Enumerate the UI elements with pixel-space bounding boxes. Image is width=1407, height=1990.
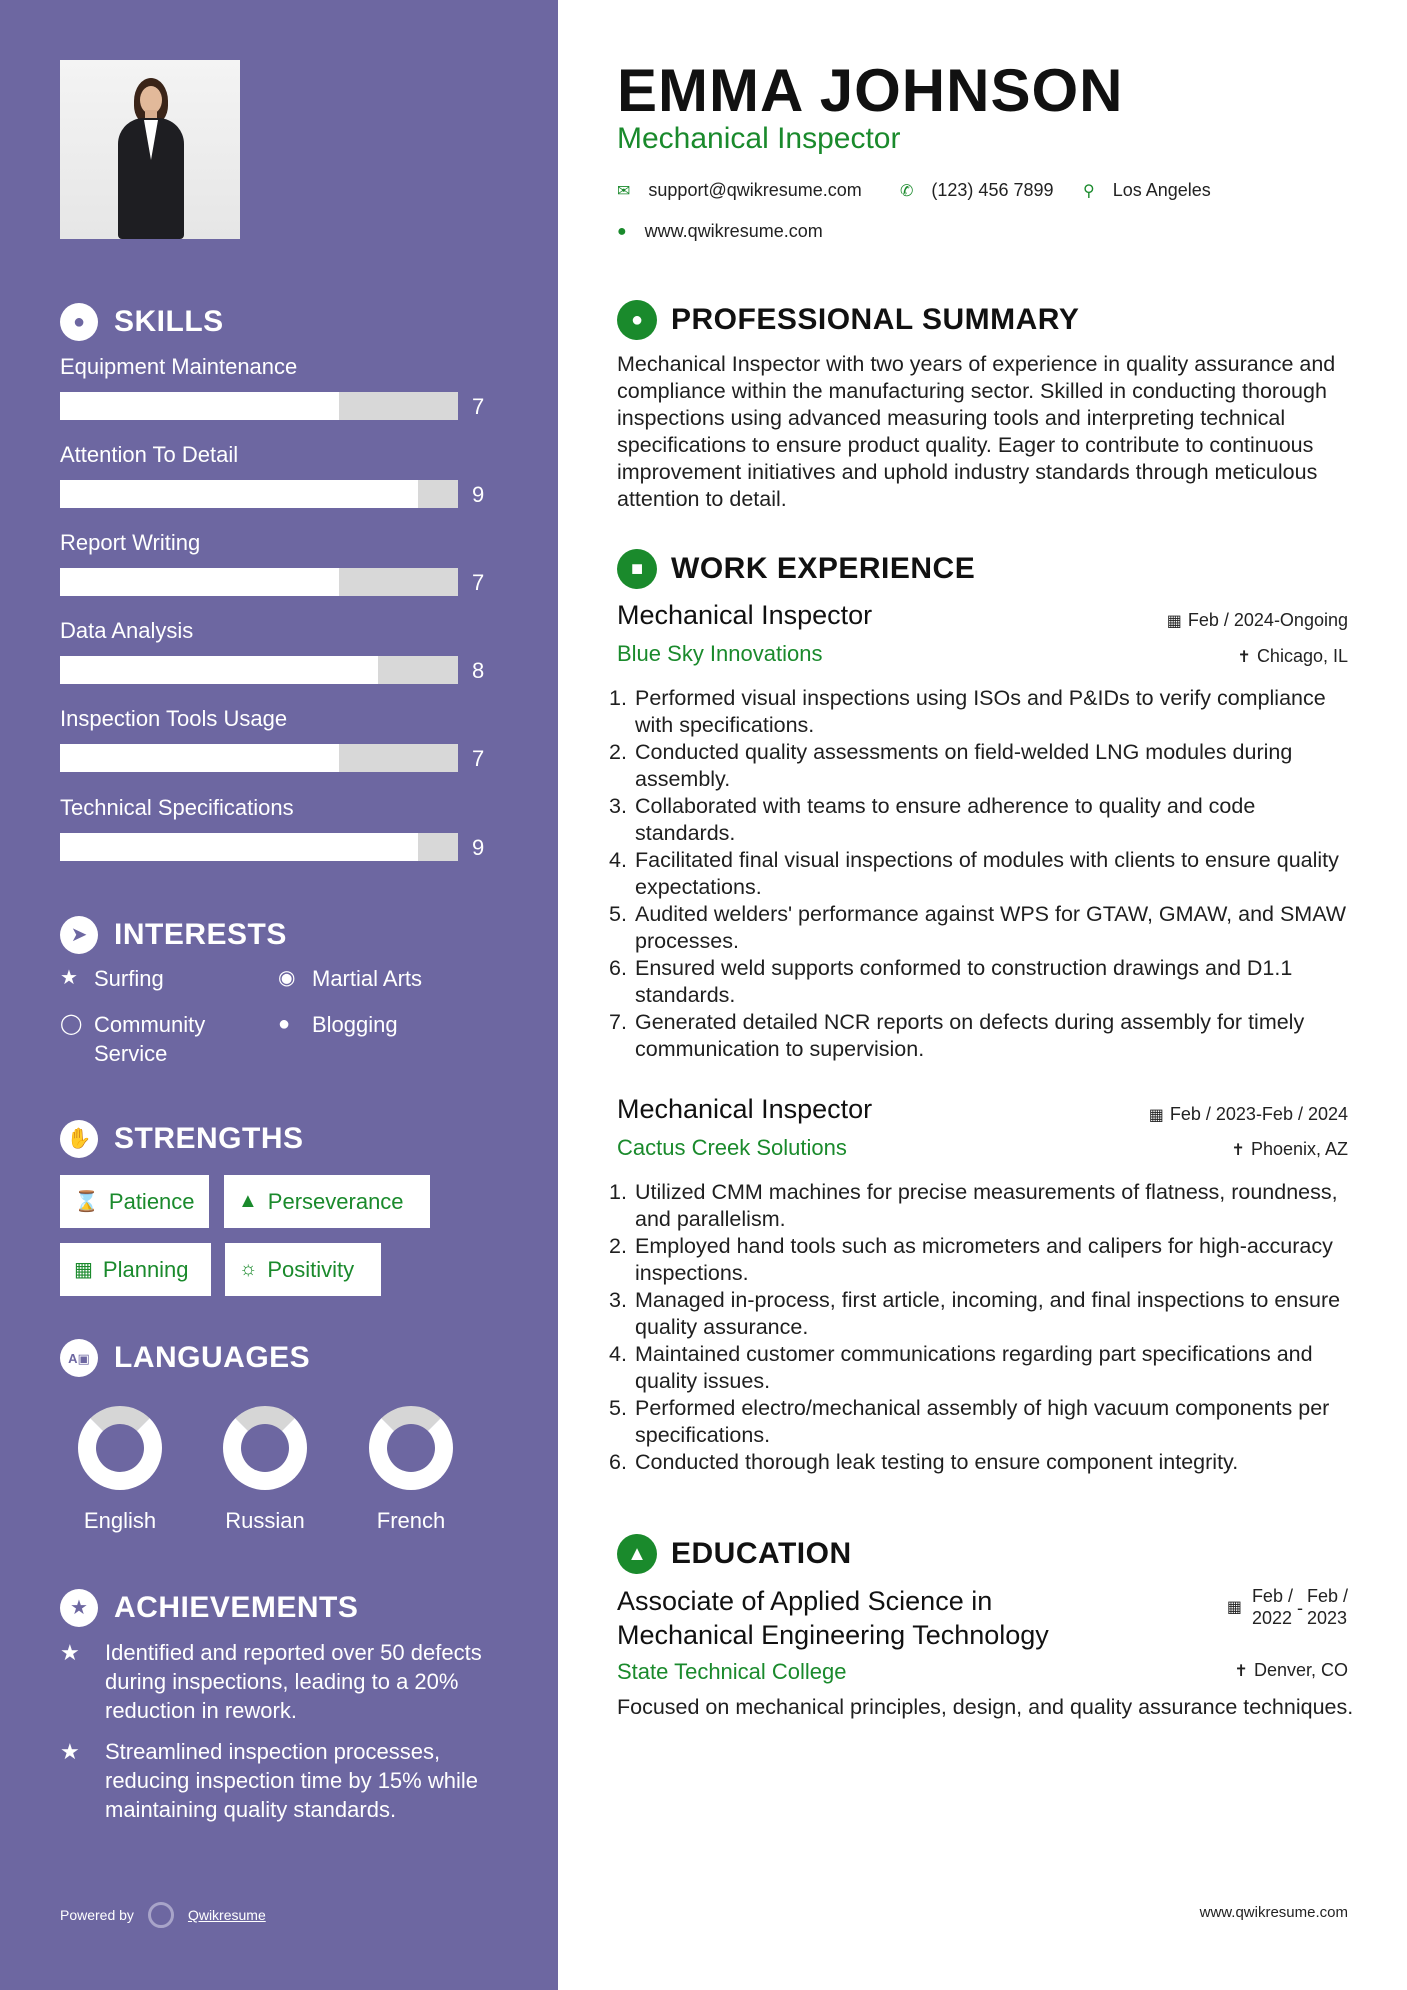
skill-bar xyxy=(60,568,458,596)
strength-badge: ☼ Positivity xyxy=(225,1243,381,1296)
globe-icon: ● xyxy=(617,222,627,240)
map-pin-icon: ⚲ xyxy=(1083,182,1095,200)
envelope-icon: ✉ xyxy=(617,182,631,200)
candidate-title: Mechanical Inspector xyxy=(617,122,901,155)
email-link[interactable]: support@qwikresume.com xyxy=(648,180,862,200)
skill-label: Inspection Tools Usage xyxy=(60,706,288,731)
language-name: English xyxy=(83,1508,157,1533)
skills-heading xyxy=(60,303,224,341)
skill-score: 7 xyxy=(472,394,485,419)
award-star-icon: ★ xyxy=(60,1589,98,1627)
language-level-ring xyxy=(369,1406,453,1490)
job-location: ✝ Chicago, IL xyxy=(1237,646,1348,666)
skill-label: Attention To Detail xyxy=(60,442,239,467)
duty-item: Ensured weld supports conformed to construction drawings and D1.1 standards. xyxy=(635,956,1293,1007)
hourglass-icon: ⌛ xyxy=(74,1191,99,1213)
users-icon: ● xyxy=(278,1013,291,1035)
skill-label: Technical Specifications xyxy=(60,795,294,820)
qwikresume-logo-icon xyxy=(148,1902,174,1928)
duty-item: Generated detailed NCR reports on defects during assembly for timely communication to supervision. xyxy=(635,1010,1305,1061)
pin-icon: ✝ xyxy=(1237,648,1251,666)
skill-score: 7 xyxy=(472,746,485,771)
interests-title: INTERESTS xyxy=(114,918,287,951)
skill-score: 7 xyxy=(472,570,485,595)
summary-heading: ● PROFESSIONAL SUMMARY xyxy=(617,300,1079,340)
interests-heading xyxy=(60,916,287,954)
education-heading: ▲ EDUCATION xyxy=(617,1534,852,1574)
duty-item: Audited welders' performance against WPS for GTAW, GMAW, and SMAW processes. xyxy=(635,902,1347,953)
languages-heading xyxy=(60,1339,310,1377)
contact-phone: ✆ (123) 456 7899 xyxy=(900,180,1054,200)
school-name: State Technical College xyxy=(617,1659,847,1684)
paper-plane-icon: ➤ xyxy=(60,916,98,954)
language-level-ring xyxy=(223,1406,307,1490)
duty-item: Employed hand tools such as micrometers and calipers for high-accuracy inspections. xyxy=(635,1234,1333,1285)
skill-label: Data Analysis xyxy=(60,618,194,643)
contact-website xyxy=(617,221,823,242)
footer-url[interactable]: www.qwikresume.com xyxy=(1199,1904,1348,1921)
skill-bar xyxy=(60,744,458,772)
user-icon: ● xyxy=(617,300,657,340)
sun-icon: ☼ xyxy=(239,1258,258,1280)
duty-item: Conducted thorough leak testing to ensure component integrity. xyxy=(635,1450,1239,1474)
strength-badge: ⌛ Patience xyxy=(60,1175,209,1228)
brand-link[interactable]: Qwikresume xyxy=(187,1907,266,1923)
duty-item: Performed electro/mechanical assembly of high vacuum components per specifications. xyxy=(635,1396,1330,1447)
job-title: Mechanical Inspector xyxy=(617,1094,873,1124)
shield-icon: ◯ xyxy=(60,1013,83,1035)
job-dates: ▦ Feb / 2023-Feb / 2024 xyxy=(1148,1104,1348,1124)
graduation-icon: ▲ xyxy=(617,1534,657,1574)
briefcase-icon: ■ xyxy=(617,549,657,589)
duty-item: Maintained customer communications regarding part specifications and quality issues. xyxy=(635,1342,1313,1393)
achievement-item: ★ Identified and reported over 50 defects during inspections, leading to a 20% reduction in rework. xyxy=(60,1640,482,1723)
skill-label: Equipment Maintenance xyxy=(60,354,298,379)
calendar-icon: ▦ xyxy=(1166,612,1182,630)
powered-by: Powered by Qwikresume xyxy=(60,1902,266,1928)
star-icon: ★ xyxy=(60,967,78,989)
job-duties xyxy=(635,685,1360,1063)
duty-item: Collaborated with teams to ensure adherence to quality and code standards. xyxy=(635,794,1256,845)
job-location: ✝ Phoenix, AZ xyxy=(1231,1139,1348,1159)
fist-icon: ✋ xyxy=(60,1120,98,1158)
language-name: French xyxy=(376,1508,446,1533)
duty-item: Managed in-process, first article, incoming, and final inspections to ensure quality assurance. xyxy=(635,1288,1341,1339)
job-title: Mechanical Inspector xyxy=(617,600,873,630)
skill-score: 9 xyxy=(472,482,485,507)
degree-title: Associate of Applied Science in Mechanical Engineering Technology xyxy=(617,1586,1049,1650)
summary-text: Mechanical Inspector with two years of experience in quality assurance and compliance within the manufacturing sector. Skilled in conducting thorough inspections using advanced measuring tools and interpreting technical specifications to ensure product quality. Eager to contribute to continuous improvement initiatives and uphold industry standards through meticulous attention to detail. xyxy=(617,352,1336,511)
calendar-icon: ▦ xyxy=(1148,1106,1164,1124)
profile-photo xyxy=(60,60,240,239)
sidebar xyxy=(0,0,558,1990)
duty-item: Conducted quality assessments on field-welded LNG modules during assembly. xyxy=(635,740,1293,791)
duty-item: Utilized CMM machines for precise measurements of flatness, roundness, and parallelism. xyxy=(635,1180,1338,1231)
interest-item: ● Blogging xyxy=(278,1012,398,1037)
achievements-heading xyxy=(60,1589,358,1627)
skill-label: Report Writing xyxy=(60,530,201,555)
education-location: ✝ Denver, CO xyxy=(1234,1660,1348,1680)
achievements-title: ACHIEVEMENTS xyxy=(114,1591,359,1624)
star-icon: ★ xyxy=(60,1640,80,1665)
skill-bar xyxy=(60,392,458,420)
education-dates: ▦ Feb / 2022 - Feb / 2023 xyxy=(1226,1586,1348,1628)
language-name: Russian xyxy=(225,1508,305,1533)
duty-item: Performed visual inspections using ISOs and P&IDs to verify compliance with specifications. xyxy=(635,686,1326,737)
strengths-title: STRENGTHS xyxy=(114,1122,304,1155)
experience-heading: ■ WORK EXPERIENCE xyxy=(617,549,975,589)
achievement-item: ★ Streamlined inspection processes, reducing inspection time by 15% while maintaining quality standards. xyxy=(60,1739,478,1822)
skill-bar xyxy=(60,480,458,508)
skill-score: 9 xyxy=(472,835,485,860)
contact-location: ⚲ Los Angeles xyxy=(1083,180,1211,200)
strength-badge: ▲ Perseverance xyxy=(224,1175,430,1228)
interest-item: ◉ Martial Arts xyxy=(278,966,423,991)
candidate-name: EMMA JOHNSON xyxy=(617,57,1124,124)
skill-score: 8 xyxy=(472,658,485,683)
languages-title: LANGUAGES xyxy=(114,1341,311,1374)
phone-icon: ✆ xyxy=(900,182,914,200)
pin-icon: ✝ xyxy=(1231,1141,1245,1159)
job-duties xyxy=(635,1179,1360,1476)
pin-icon: ✝ xyxy=(1234,1662,1248,1680)
calendar-icon: ▦ xyxy=(1226,1599,1242,1616)
contact-email xyxy=(617,180,862,201)
lightbulb-icon: ● xyxy=(60,303,98,341)
job-dates: ▦ Feb / 2024-Ongoing xyxy=(1166,610,1348,630)
globe-icon: ◉ xyxy=(278,967,296,989)
strengths-heading xyxy=(60,1120,304,1158)
star-icon: ★ xyxy=(60,1739,80,1764)
interest-item: ★ Surfing xyxy=(60,966,164,991)
skills-title: SKILLS xyxy=(114,305,224,338)
education-text: Focused on mechanical principles, design, and quality assurance techniques. xyxy=(617,1695,1354,1719)
language-icon: A▣ xyxy=(60,1339,98,1377)
road-icon: ▲ xyxy=(238,1190,258,1212)
job-company: Cactus Creek Solutions xyxy=(617,1135,847,1160)
duty-item: Facilitated final visual inspections of modules with clients to ensure quality expectations. xyxy=(635,848,1339,899)
strength-badge: ▦ Planning xyxy=(60,1243,211,1296)
skill-bar xyxy=(60,656,458,684)
skill-bar xyxy=(60,833,458,861)
website-link[interactable]: www.qwikresume.com xyxy=(644,221,823,241)
calendar-icon: ▦ xyxy=(74,1259,93,1281)
language-level-ring xyxy=(78,1406,162,1490)
interest-item: ◯ Community Service xyxy=(60,1012,206,1066)
job-company: Blue Sky Innovations xyxy=(617,641,823,666)
